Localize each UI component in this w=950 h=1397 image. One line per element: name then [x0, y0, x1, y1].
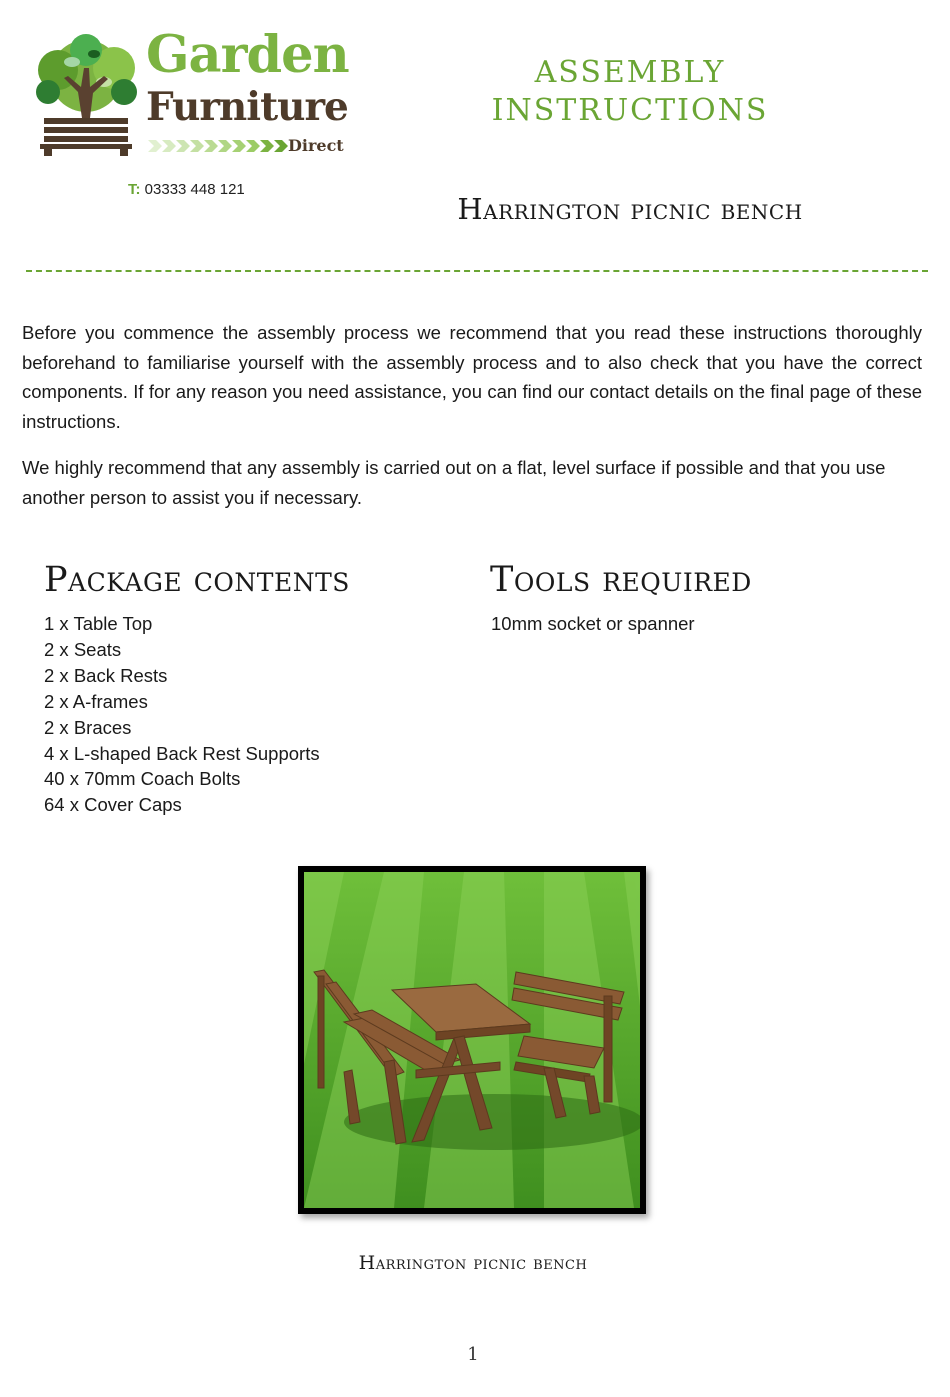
package-contents-list — [44, 611, 320, 818]
list-item: 40 x 70mm Coach Bolts — [44, 768, 241, 790]
intro-text — [22, 318, 922, 529]
brand-name-line1: Garden — [146, 25, 349, 85]
document-title-line1: ASSEMBLY — [534, 55, 726, 90]
list-item: 1 x Table Top — [44, 613, 153, 634]
intro-paragraph-1: Before you commence the assembly process we recommend that you read these instructions thoroughly beforehand to familiarise yourself with the assembly process and to also check that you have the correct components. If for any reason you need assistance, you can find our contact details on the final page of these instructions. — [22, 322, 922, 432]
package-contents-heading: Package contents — [44, 560, 350, 600]
list-item: 4 x L-shaped Back Rest Supports — [44, 742, 320, 764]
chevron-arrows-icon — [148, 138, 288, 154]
product-title: Harrington picnic bench — [457, 192, 803, 226]
intro-paragraph-2: We highly recommend that any assembly is carried out on a flat, level surface if possible and that you use another person to assist you if necessary. — [22, 457, 886, 508]
phone-prefix: T: — [128, 181, 141, 198]
brand-name-line3: Direct — [288, 136, 344, 155]
list-item: 2 x Braces — [44, 716, 132, 738]
phone-contact — [128, 181, 245, 198]
document-title-line2: INSTRUCTIONS — [491, 93, 769, 128]
tools-item: 10mm socket or spanner — [491, 613, 695, 634]
brand-logo — [28, 25, 358, 160]
tree-bench-logo-icon — [28, 32, 146, 156]
list-item: 64 x Cover Caps — [44, 794, 182, 816]
dashed-divider — [26, 270, 928, 272]
list-item: 2 x Back Rests — [44, 664, 168, 686]
photo-caption: Harrington picnic bench — [358, 1252, 588, 1274]
page-number: 1 — [467, 1344, 479, 1365]
list-item: 2 x A-frames — [44, 690, 148, 712]
list-item: 2 x Seats — [44, 638, 122, 660]
tools-required-heading: Tools required — [490, 560, 752, 600]
picnic-bench-photo-icon — [304, 872, 640, 1208]
document-title — [470, 54, 790, 130]
phone-number: 03333 448 121 — [144, 181, 245, 198]
brand-name-line2: Furniture — [146, 84, 348, 130]
product-photo — [298, 866, 646, 1214]
